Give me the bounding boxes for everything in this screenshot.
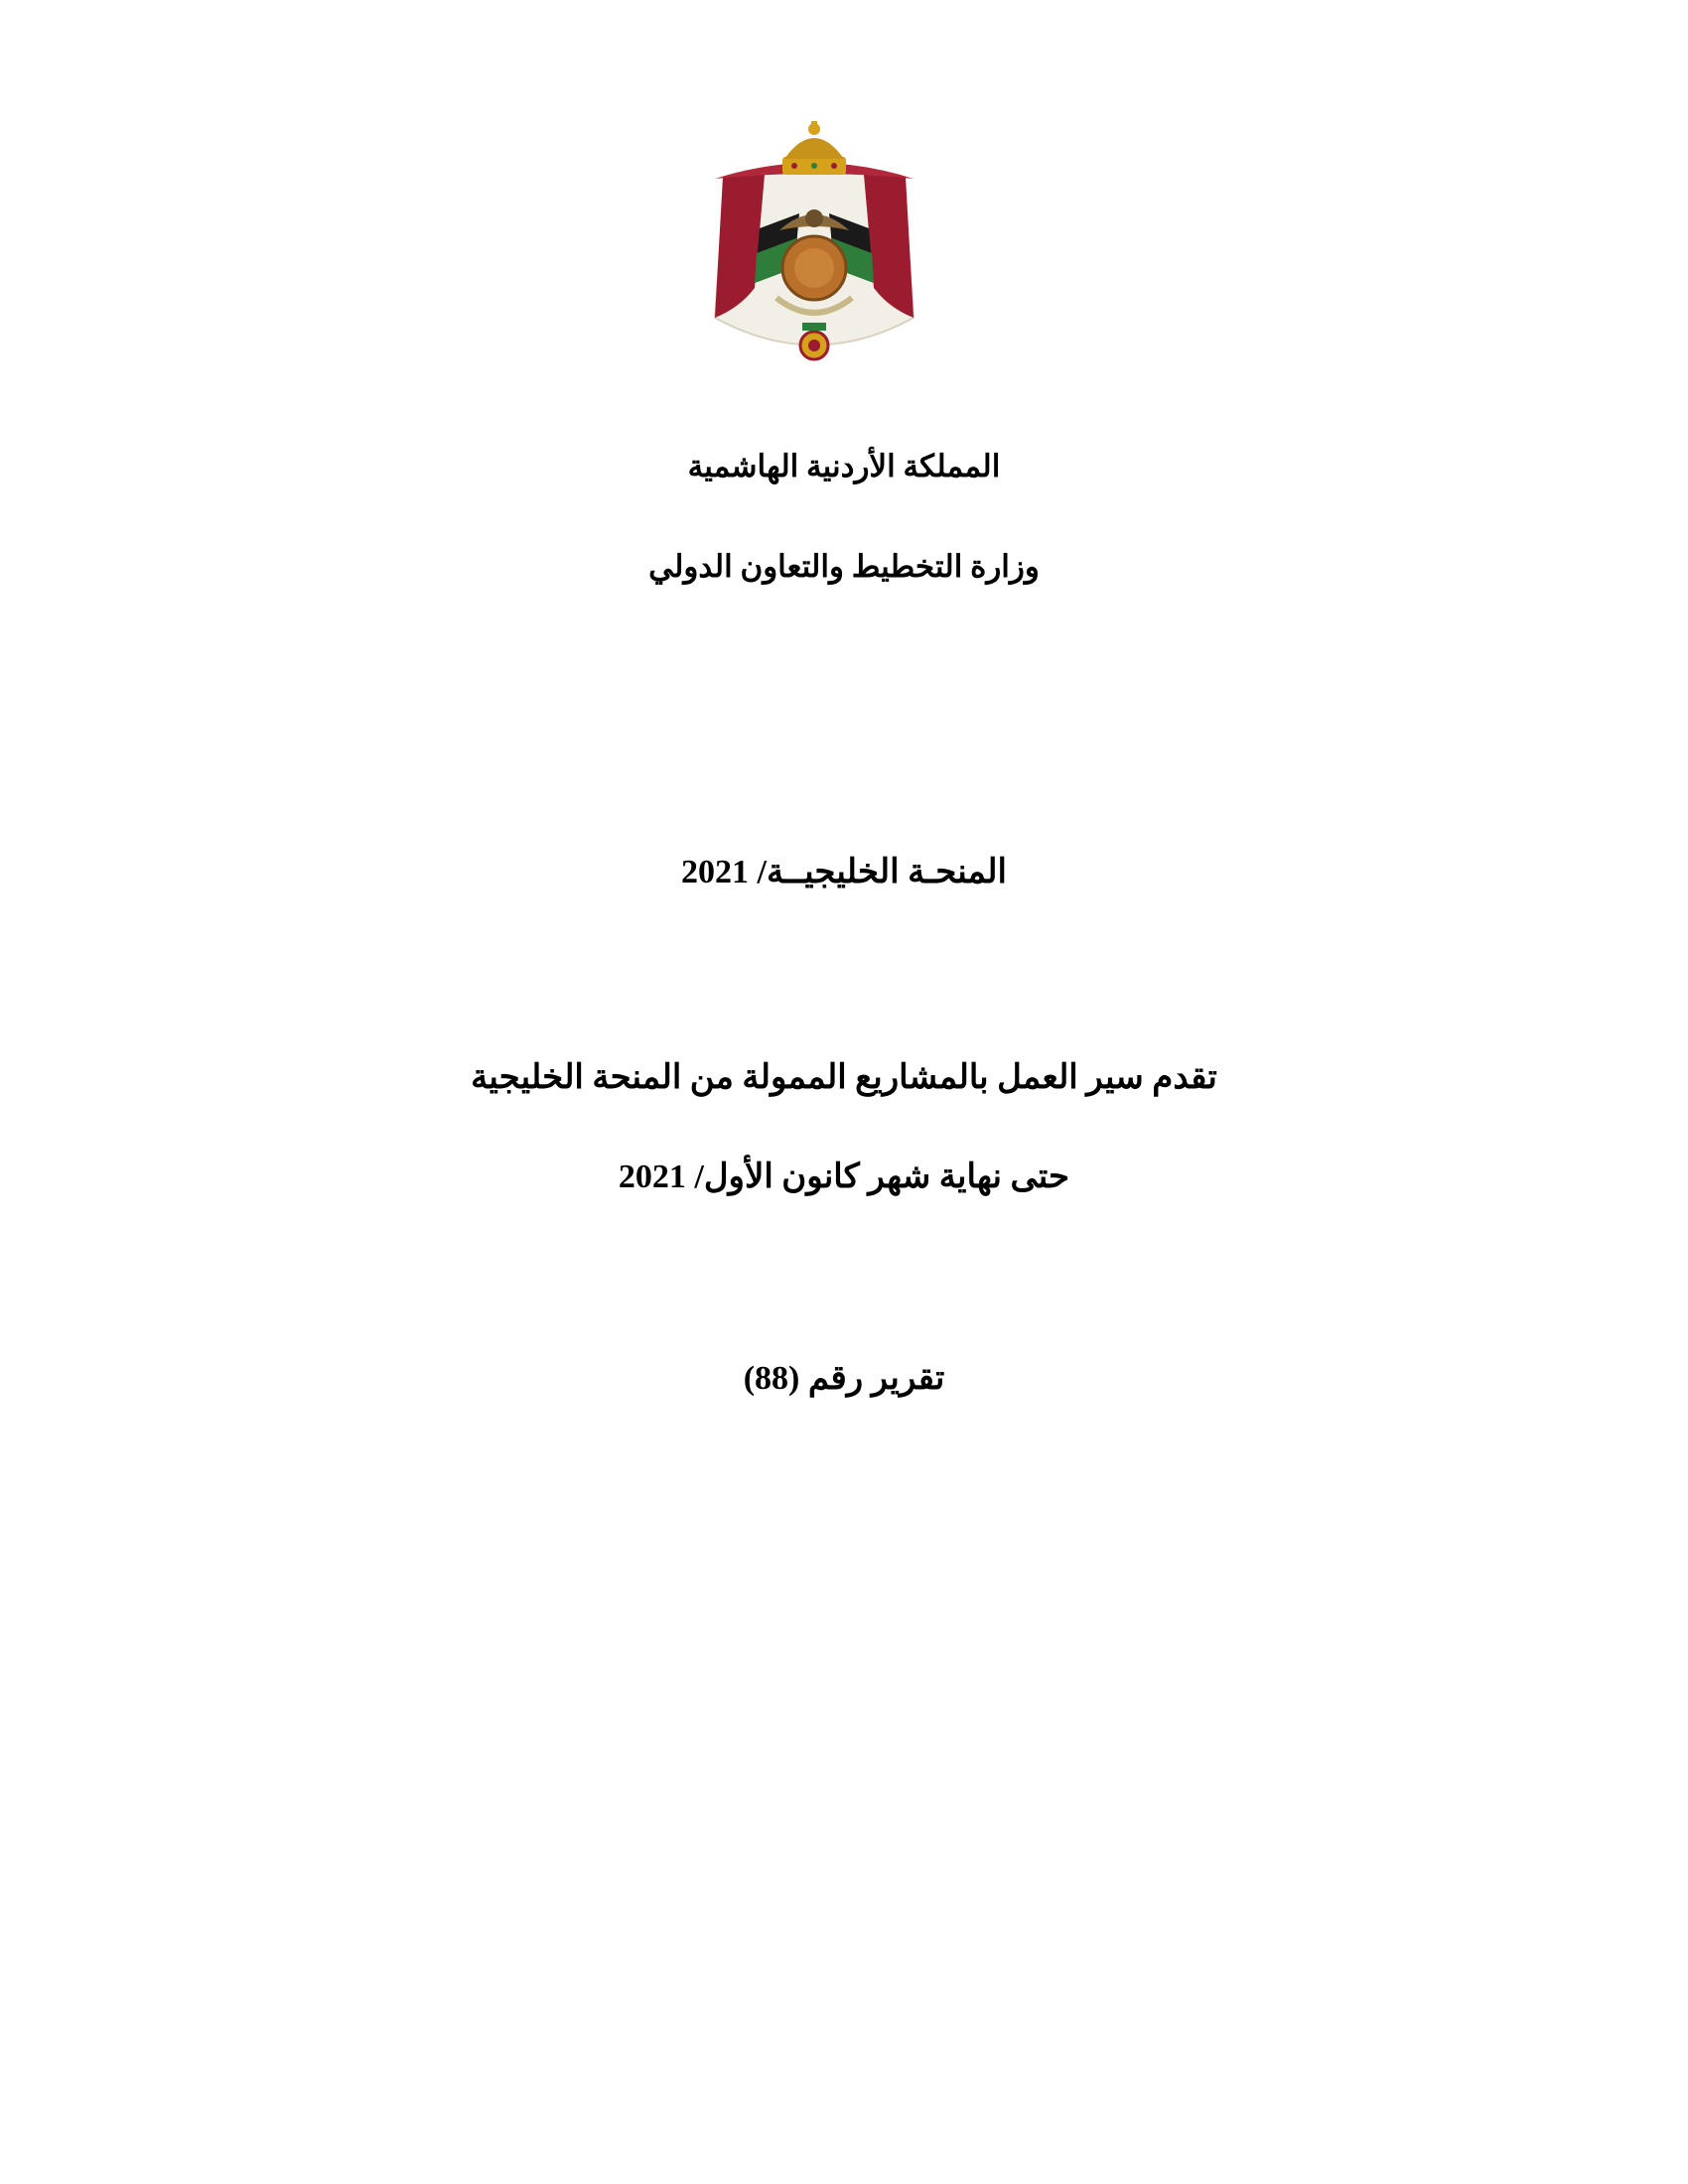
report-title: تقدم سير العمل بالمشاريع الممولة من المنحة الخليجية bbox=[471, 1059, 1217, 1096]
ministry-name: وزارة التخطيط والتعاون الدولي bbox=[648, 549, 1040, 584]
report-period: حتى نهاية شهر كانون الأول/ 2021 bbox=[618, 1159, 1070, 1195]
kingdom-name: المملكة الأردنية الهاشمية bbox=[687, 449, 1001, 483]
jordan-coat-of-arms-icon bbox=[685, 119, 943, 377]
report-number: تقرير رقم (88) bbox=[743, 1360, 945, 1397]
grant-title: المنحـة الخليجيــة/ 2021 bbox=[681, 854, 1007, 890]
